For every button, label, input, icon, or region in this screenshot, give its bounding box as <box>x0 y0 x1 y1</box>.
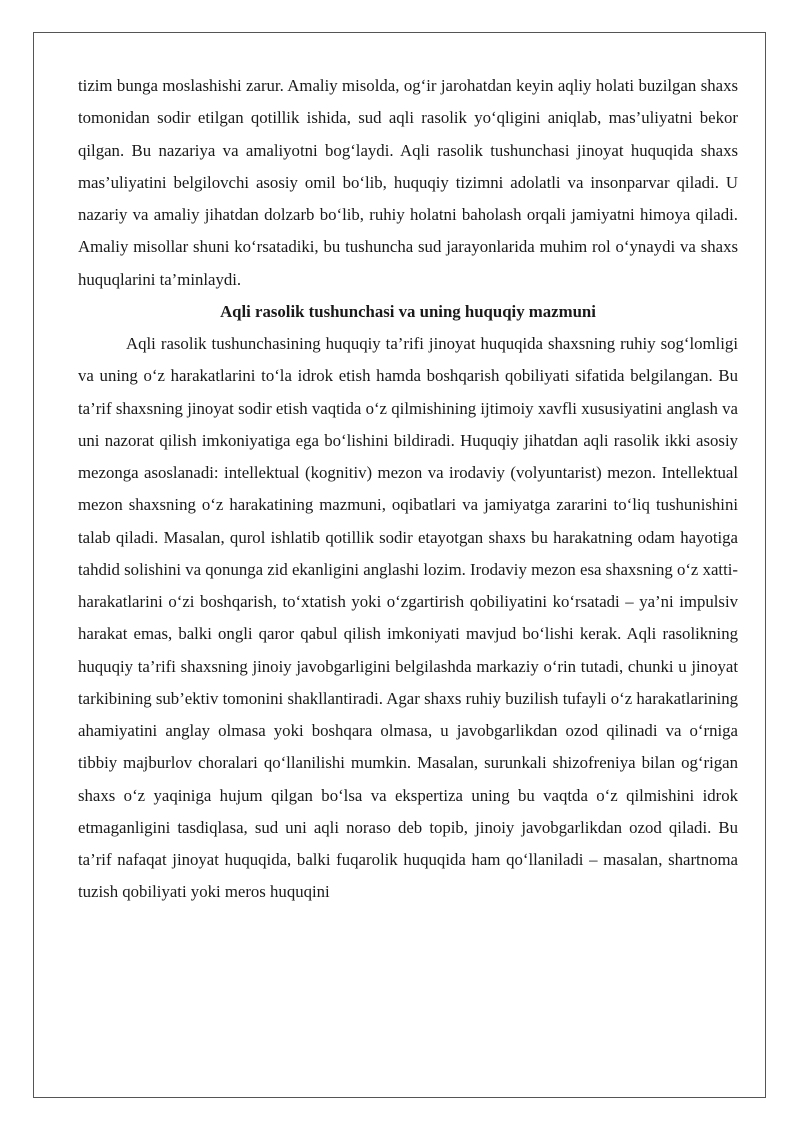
paragraph-body: Aqli rasolik tushunchasining huquqiy ta’rifi jinoyat huquqida shaxsning ruhiy sog‘lomligi va uning o‘z harakatlarini to‘la idrok etish hamda boshqarish qobiliyati sifatida belgilangan. Bu ta’rif shaxsning jinoyat sodir etish vaqtida o‘z qilmishining ijtimoiy xavfli xususiyatini anglash va uni nazorat qilish imkoniyatiga ega bo‘lishini bildiradi. Huquqiy jihatdan aqli rasolik ikki asosiy mezonga asoslanadi: intellektual (kognitiv) mezon va irodaviy (volyuntarist) mezon. Intellektual mezon shaxsning o‘z harakatining mazmuni, oqibatlari va jamiyatga zararini to‘liq tushunishini talab qiladi. Masalan, qurol ishlatib qotillik sodir etayotgan shaxs bu harakatning odam hayotiga tahdid solishini va qonunga zid ekanligini anglashi lozim. Irodaviy mezon esa shaxsning o‘z xatti-harakatlarini o‘zi boshqarish, to‘xtatish yoki o‘zgartirish qobiliyatini ko‘rsatadi – ya’ni impulsiv harakat emas, balki ongli qaror qabul qilish imkoniyati mavjud bo‘lishi kerak. Aqli rasolikning huquqiy ta’rifi shaxsning jinoiy javobgarligini belgilashda markaziy o‘rin tutadi, chunki u jinoyat tarkibining sub’ektiv tomonini shakllantiradi. Agar shaxs ruhiy buzilish tufayli o‘z harakatlarining ahamiyatini anglay olmasa yoki boshqara olmasa, u javobgarlikdan ozod qilinadi va o‘rniga tibbiy majburlov choralari qo‘llanilishi mumkin. Masalan, surunkali shizofreniya bilan og‘rigan shaxs o‘z yaqiniga hujum qilgan bo‘lsa va ekspertiza uning bu vaqtda o‘z qilmishini idrok etmaganligini tasdiqlasa, sud uni aqli noraso deb topib, jinoiy javobgarlikdan ozod qiladi. Bu ta’rif nafaqat jinoyat huquqida, balki fuqarolik huquqida ham qo‘llaniladi – masalan, shartnoma tuzish qobiliyati yoki meros huquqini <box>78 334 738 902</box>
document-body <box>78 70 738 909</box>
paragraph-continuation: tizim bunga moslashishi zarur. Amaliy misolda, og‘ir jarohatdan keyin aqliy holati buzilgan shaxs tomonidan sodir etilgan qotillik ishida, sud aqli rasolik yo‘qligini aniqlab, mas’uliyatni bekor qilgan. Bu nazariya va amaliyotni bog‘laydi. Aqli rasolik tushunchasi jinoyat huquqida shaxs mas’uliyatini belgilovchi asosiy omil bo‘lib, huquqiy tizimni adolatli va insonparvar qiladi. U nazariy va amaliy jihatdan dolzarb bo‘lib, ruhiy holatni baholash orqali jamiyatni himoya qiladi. Amaliy misollar shuni ko‘rsatadiki, bu tushuncha sud jarayonlarida muhim rol o‘ynaydi va shaxs huquqlarini ta’minlaydi. <box>78 76 738 289</box>
section-heading: Aqli rasolik tushunchasi va uning huquqiy mazmuni <box>220 301 596 321</box>
